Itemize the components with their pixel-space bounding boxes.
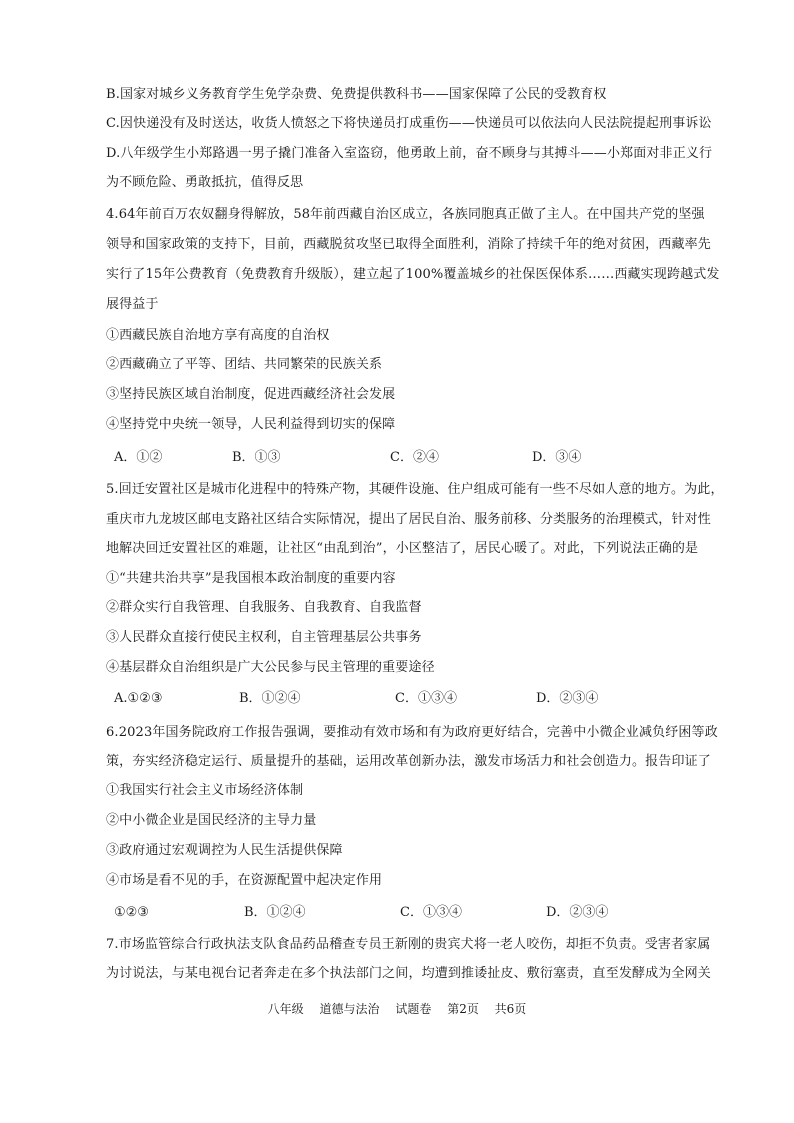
- q4-stem: 4.64年前百万农奴翻身得解放，58年前西藏自治区成立，各族同胞真正做了主人。在中国共产党的坚强: [106, 207, 705, 222]
- q6-statement: ②中小微企业是国民经济的主导力量: [106, 813, 317, 828]
- q6-statement: ③政府通过宏观调控为人民生活提供保障: [106, 843, 343, 858]
- q4-stem-cont: 实行了15年公费教育（免费教育升级版），建立起了100%覆盖城乡的社保医保体系……西藏实现跨越式发: [106, 267, 720, 282]
- q5-statement: ①“共建共治共享”是我国根本政治制度的重要内容: [106, 571, 396, 586]
- q3-option-c: C.因快递没有及时送达，收货人愤怒之下将快递员打成重伤——快递员可以依法向人民法院提起刑事诉讼: [106, 116, 712, 131]
- q6-statement: ①我国实行社会主义市场经济体制: [106, 783, 304, 798]
- q6-stem: 6.2023年国务院政府工作报告强调，要推动有效市场和有为政府更好结合，完善中小微企业减负纾困等政: [106, 725, 718, 740]
- q7-stem: 7.市场监管综合行政执法支队食品药品稽查专员王新刚的贵宾犬将一老人咬伤，却拒不负责。受害者家属: [106, 937, 711, 952]
- q5-option-b: B．①②④: [239, 691, 301, 706]
- q5-stem-cont: 地解决回迁安置社区的难题，让社区“由乱到治”，小区整洁了，居民心暖了。对此，下列说法正确的是: [106, 541, 699, 556]
- q4-statement: ④坚持党中央统一领导，人民利益得到切实的保障: [106, 417, 396, 432]
- q5-option-c: C．①③④: [395, 691, 457, 706]
- footer-subject: 道德与法治: [319, 1002, 380, 1016]
- footer-paper: 试题卷: [395, 1002, 432, 1016]
- q3-option-d: D.八年级学生小郑路遇一男子撬门准备入室盗窃，他勇敢上前，奋不顾身与其搏斗——小郑面对非正义行: [106, 146, 713, 161]
- q4-stem-cont: 展得益于: [106, 297, 159, 312]
- q4-statement: ③坚持民族区域自治制度，促进西藏经济社会发展: [106, 387, 396, 402]
- q5-statement: ③人民群众直接行使民主权利，自主管理基层公共事务: [106, 630, 422, 645]
- q7-stem-cont: 为讨说法，与某电视台记者奔走在多个执法部门之间，均遭到推诿扯皮、敷衍塞责，直至发酵成为全网关: [106, 966, 711, 981]
- footer-grade: 八年级: [267, 1002, 304, 1016]
- q6-option-d: D．②③④: [546, 905, 609, 920]
- q6-option-b: B．①②④: [244, 905, 306, 920]
- q4-option-c: C．②④: [390, 450, 439, 465]
- footer-total-pages: 共6页: [494, 1002, 527, 1016]
- q5-statement: ④基层群众自治组织是广大公民参与民主管理的重要途径: [106, 660, 435, 675]
- q4-stem-cont: 领导和国家政策的支持下，目前，西藏脱贫攻坚已取得全面胜利，消除了持续千年的绝对贫困，西藏率先: [106, 237, 711, 252]
- q3-option-b: B.国家对城乡义务教育学生免学杂费、免费提供教科书——国家保障了公民的受教育权: [106, 87, 607, 102]
- q4-statement: ②西藏确立了平等、团结、共同繁荣的民族关系: [106, 357, 383, 372]
- q5-option-a: A.①②③: [114, 691, 163, 706]
- q4-option-b: B．①③: [232, 450, 281, 465]
- q3-option-d-cont: 为不顾危险、勇敢抵抗，值得反思: [106, 175, 304, 190]
- page-footer: [0, 1000, 794, 1017]
- q4-option-a: A．①②: [114, 450, 163, 465]
- q5-stem-cont: 重庆市九龙坡区邮电支路社区结合实际情况，提出了居民自治、服务前移、分类服务的治理模式，针对性: [106, 512, 711, 527]
- q6-option-c: C．①③④: [400, 905, 462, 920]
- q5-statement: ②群众实行自我管理、自我服务、自我教育、自我监督: [106, 600, 422, 615]
- q4-statement: ①西藏民族自治地方享有高度的自治权: [106, 328, 330, 343]
- q6-statement: ④市场是看不见的手，在资源配置中起决定作用: [106, 873, 383, 888]
- footer-page-number: 第2页: [447, 1002, 479, 1016]
- q6-stem-cont: 策，夯实经济稳定运行、质量提升的基础，运用改革创新办法，激发市场活力和社会创造力。报告印证了: [106, 754, 711, 769]
- q6-option-a: ①②③: [114, 905, 149, 920]
- q5-option-d: D．②③④: [536, 691, 599, 706]
- q4-option-d: D．③④: [532, 450, 582, 465]
- q5-stem: 5.回迁安置社区是城市化进程中的特殊产物，其硬件设施、住户组成可能有一些不尽如人意的地方。为此，: [106, 482, 724, 497]
